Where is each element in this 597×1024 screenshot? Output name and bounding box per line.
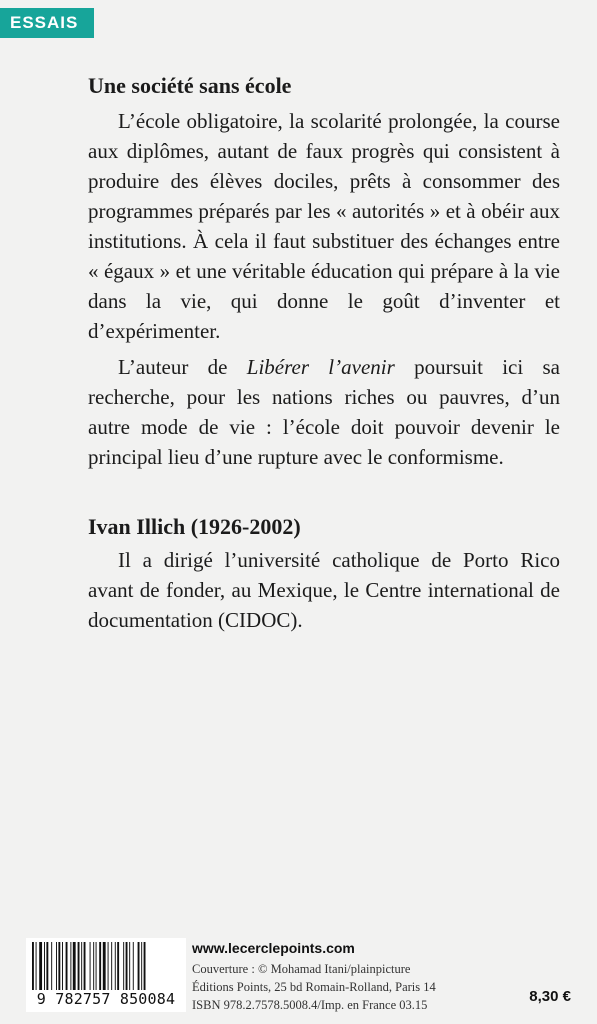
description-paragraph-1: L’école obligatoire, la scolarité prolongée, la course aux diplômes, autant de faux progrès qui consistent à produire des élèves dociles, prêts à consommer des programmes préparés par les « autorités » et à obéir aux institutions. À cela il faut substituer des échanges entre « égaux » et une véritable éducation qui prépare à la vie dans la vie, qui donne le goût d’inventer et d’expérimenter. (88, 109, 560, 343)
barcode-bars (32, 942, 180, 990)
footer-info (192, 940, 436, 1014)
cover-credit: Couverture : © Mohamad Itani/plainpicture (192, 962, 411, 976)
website-link[interactable]: www.lecerclepoints.com (192, 940, 355, 956)
description-p2-before: L’auteur de (118, 355, 247, 379)
price: 8,30 € (529, 988, 571, 1005)
author-section (88, 513, 560, 635)
barcode (26, 938, 186, 1012)
book-summary (88, 72, 560, 472)
description-paragraph-2 (88, 352, 560, 472)
collection-badge: ESSAIS (0, 8, 94, 38)
barcode-digits: 9 782757 850084 (36, 990, 176, 1008)
author-heading: Ivan Illich (1926-2002) (88, 514, 301, 539)
isbn-line: ISBN 978.2.7578.5008.4/Imp. en France 03.15 (192, 998, 428, 1012)
author-bio: Il a dirigé l’université catholique de Porto Rico avant de fonder, au Mexique, le Centre international de documentation (CIDOC). (88, 548, 560, 632)
cited-book-title: Libérer l’avenir (246, 355, 395, 379)
description-p2-after: poursuit ici sa recherche, pour les nations riches ou pauvres, d’un autre mode de vie : l’école doit pouvoir devenir le principal lieu d’une rupture avec le conformisme. (88, 355, 560, 469)
book-title: Une société sans école (88, 73, 292, 98)
publisher-address: Éditions Points, 25 bd Romain-Rolland, Paris 14 (192, 980, 436, 994)
